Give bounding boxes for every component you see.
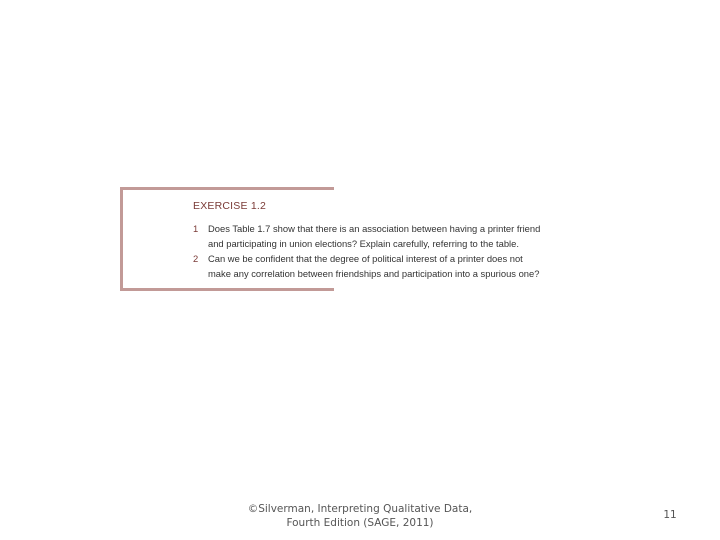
exercise-item-number: 1 <box>193 223 199 234</box>
footer-credit <box>230 502 490 530</box>
exercise-title: EXERCISE 1.2 <box>193 200 267 212</box>
exercise-item-text-line: make any correlation between friendships and participation into a spurious one? <box>208 268 540 279</box>
footer-credit-line: Fourth Edition (SAGE, 2011) <box>286 517 434 529</box>
exercise-item-text-line: and participating in union elections? Explain carefully, referring to the table. <box>208 238 519 249</box>
exercise-item-text-line: Does Table 1.7 show that there is an association between having a printer friend <box>208 223 541 234</box>
page-number: 11 <box>663 509 677 521</box>
exercise-item-number: 2 <box>193 253 199 264</box>
exercise-item-text-line: Can we be confident that the degree of political interest of a printer does not <box>208 253 523 264</box>
footer-credit-line: ©Silverman, Interpreting Qualitative Data, <box>247 503 473 515</box>
